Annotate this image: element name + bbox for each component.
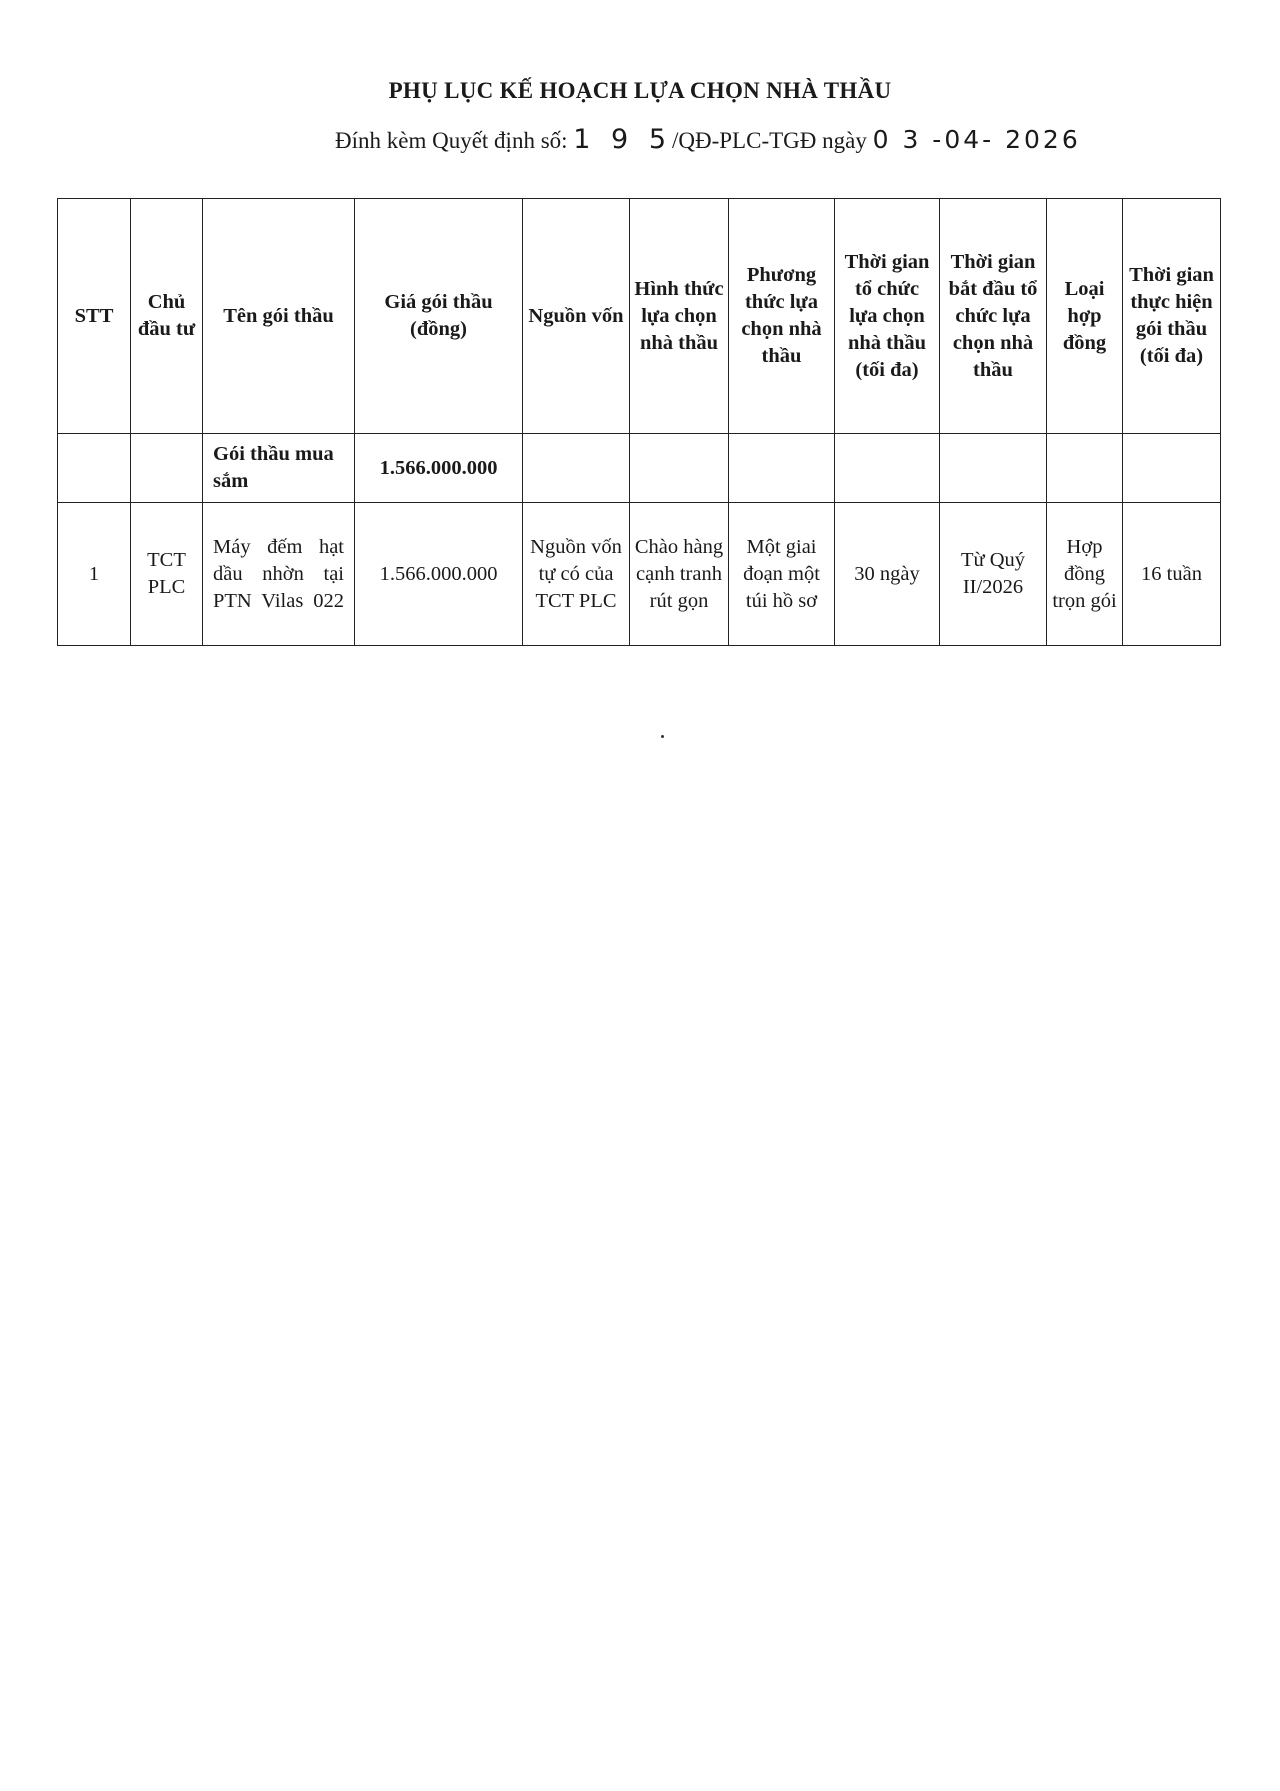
header-price: Giá gói thầu (đồng) bbox=[355, 199, 523, 434]
cell-selection-duration: 30 ngày bbox=[835, 503, 940, 646]
cell-execution-time: 16 tuần bbox=[1123, 503, 1221, 646]
group-cell-empty bbox=[630, 434, 729, 503]
cell-investor: TCT PLC bbox=[131, 503, 203, 646]
cell-stt: 1 bbox=[58, 503, 131, 646]
cell-contract-type: Hợp đồng trọn gói bbox=[1047, 503, 1123, 646]
decision-reference bbox=[335, 124, 1081, 155]
cell-selection-form: Chào hàng cạnh tranh rút gọn bbox=[630, 503, 729, 646]
decision-date: 0 3 -04- 2026 bbox=[872, 125, 1081, 154]
group-cell-empty bbox=[1123, 434, 1221, 503]
group-cell-empty bbox=[729, 434, 835, 503]
header-selection-form: Hình thức lựa chọn nhà thầu bbox=[630, 199, 729, 434]
group-price: 1.566.000.000 bbox=[355, 434, 523, 503]
header-investor: Chủ đầu tư bbox=[131, 199, 203, 434]
header-contract-type: Loại hợp đồng bbox=[1047, 199, 1123, 434]
header-selection-duration: Thời gian tổ chức lựa chọn nhà thầu (tối đa) bbox=[835, 199, 940, 434]
decision-number: 1 9 5 bbox=[573, 124, 672, 155]
table-header-row bbox=[58, 199, 1221, 434]
procurement-plan-table bbox=[57, 198, 1221, 646]
group-name: Gói thầu mua sắm bbox=[203, 434, 355, 503]
cell-price: 1.566.000.000 bbox=[355, 503, 523, 646]
header-package-name: Tên gói thầu bbox=[203, 199, 355, 434]
group-cell-empty bbox=[58, 434, 131, 503]
header-funding: Nguồn vốn bbox=[523, 199, 630, 434]
table-row bbox=[58, 503, 1221, 646]
cell-start-time: Từ Quý II/2026 bbox=[940, 503, 1047, 646]
group-cell-empty bbox=[940, 434, 1047, 503]
group-cell-empty bbox=[835, 434, 940, 503]
header-start-time: Thời gian bắt đầu tổ chức lựa chọn nhà thầu bbox=[940, 199, 1047, 434]
scan-speck bbox=[661, 735, 664, 738]
group-cell-empty bbox=[1047, 434, 1123, 503]
header-execution-time: Thời gian thực hiện gói thầu (tối đa) bbox=[1123, 199, 1221, 434]
decision-suffix: /QĐ-PLC-TGĐ ngày bbox=[672, 128, 873, 153]
document-title: PHỤ LỤC KẾ HOẠCH LỰA CHỌN NHÀ THẦU bbox=[388, 78, 892, 103]
cell-funding: Nguồn vốn tự có của TCT PLC bbox=[523, 503, 630, 646]
group-cell-empty bbox=[131, 434, 203, 503]
group-cell-empty bbox=[523, 434, 630, 503]
header-selection-method: Phương thức lựa chọn nhà thầu bbox=[729, 199, 835, 434]
header-stt: STT bbox=[58, 199, 131, 434]
group-row bbox=[58, 434, 1221, 503]
cell-package-name: Máy đếm hạt dầu nhờn tại PTN Vilas 022 bbox=[203, 503, 355, 646]
cell-selection-method: Một giai đoạn một túi hồ sơ bbox=[729, 503, 835, 646]
attachment-prefix: Đính kèm Quyết định số: bbox=[335, 128, 574, 153]
